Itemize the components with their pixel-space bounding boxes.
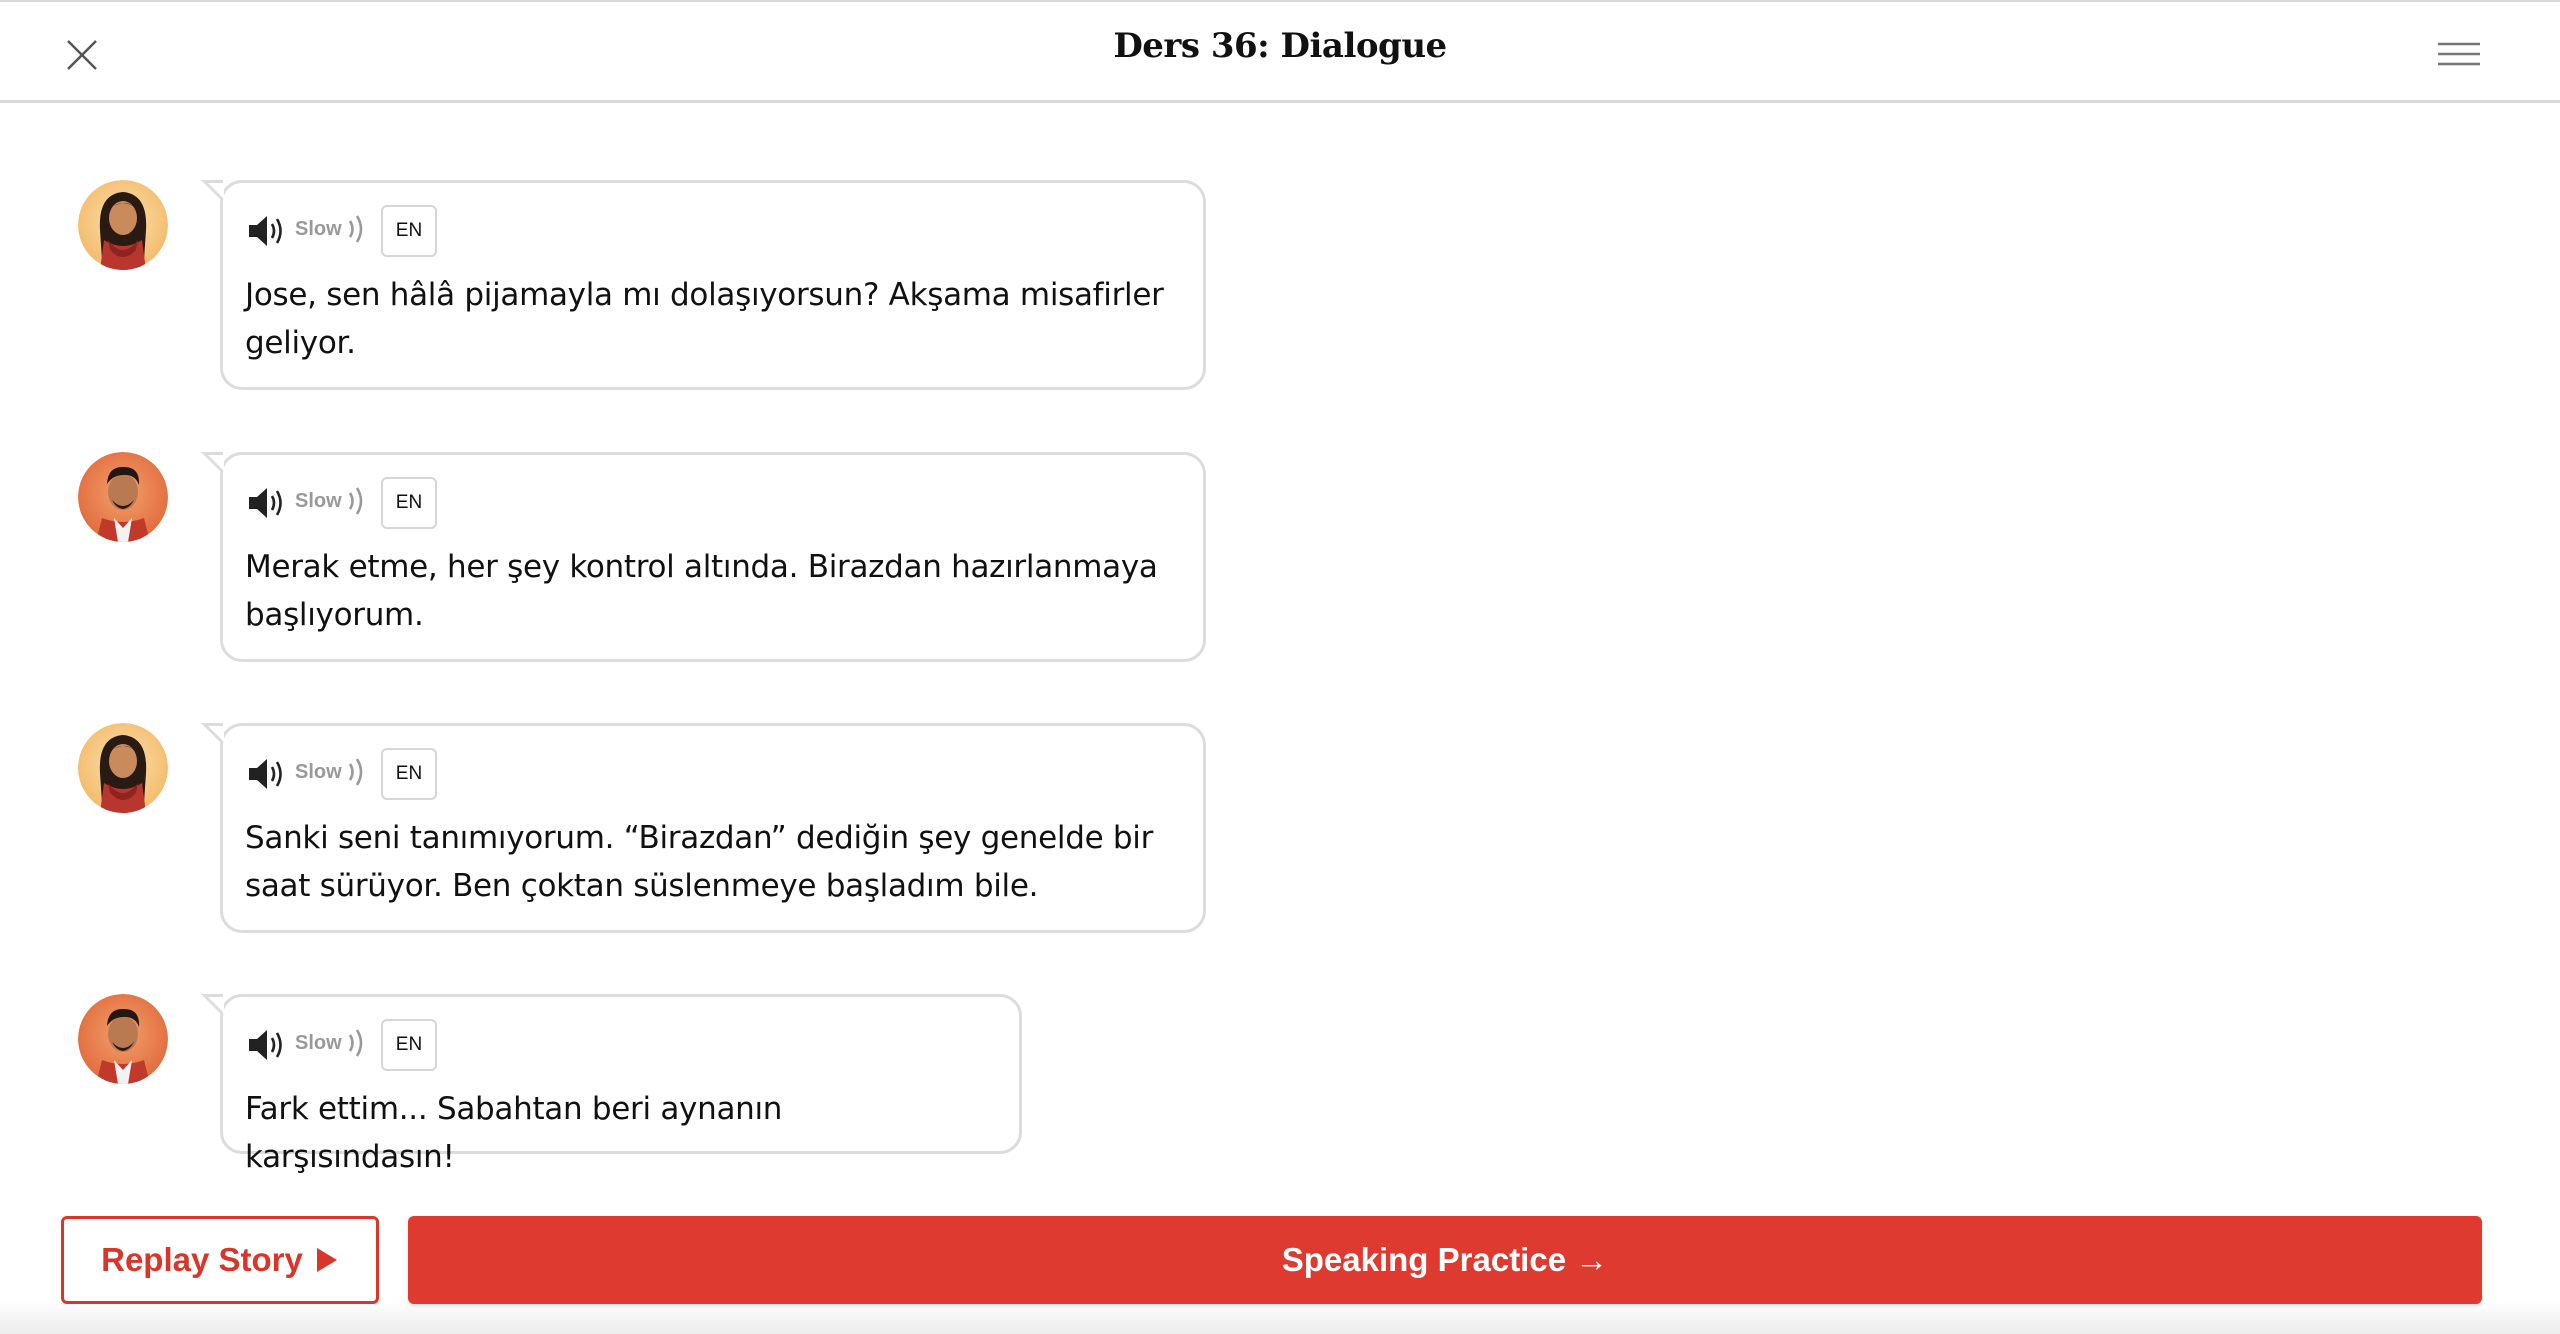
play-audio-button[interactable] [245, 754, 287, 794]
speech-bubble [220, 180, 1206, 390]
translate-en-button[interactable]: EN [381, 205, 437, 257]
slow-audio-button[interactable] [295, 209, 366, 249]
speech-bubble [220, 723, 1206, 933]
dialogue-text: Merak etme, her şey kontrol altında. Birazdan hazırlanmaya başlıyorum. [245, 549, 1158, 633]
translate-en-button[interactable]: EN [381, 748, 437, 800]
slow-waves-icon [346, 1027, 366, 1059]
avatar-woman [78, 723, 168, 813]
hamburger-menu-icon [2436, 38, 2482, 70]
translate-en-button[interactable]: EN [381, 477, 437, 529]
dialogue-text: Sanki seni tanımıyorum. “Birazdan” dediğin şey genelde bir saat sürüyor. Ben çoktan süslenmeye başladım bile. [245, 820, 1154, 904]
slow-waves-icon [346, 756, 366, 788]
speaker-icon [245, 1025, 287, 1065]
speaking-practice-button[interactable] [408, 1216, 2482, 1304]
slow-label: Slow [295, 217, 342, 240]
play-icon [315, 1246, 339, 1274]
translate-en-button[interactable]: EN [381, 1019, 437, 1071]
replay-story-button[interactable] [61, 1216, 379, 1304]
play-audio-button[interactable] [245, 211, 287, 251]
bottom-shadow [0, 1300, 2560, 1334]
speaker-icon [245, 483, 287, 523]
speaker-icon [245, 211, 287, 251]
speech-bubble [220, 452, 1206, 662]
top-bar [0, 0, 2560, 103]
speaker-icon [245, 754, 287, 794]
avatar-woman [78, 180, 168, 270]
dialogue-text: Fark ettim... Sabahtan beri aynanın karşısındasın! [245, 1091, 783, 1175]
menu-button[interactable] [2436, 38, 2482, 70]
speaking-practice-label: Speaking Practice → [1281, 1241, 1609, 1278]
speech-bubble [220, 994, 1022, 1175]
replay-story-label: Replay Story [101, 1241, 303, 1278]
page-title: Ders 36: Dialogue [1113, 26, 1447, 66]
dialogue-text: Jose, sen hâlâ pijamayla mı dolaşıyorsun? Akşama misafirler geliyor. [245, 277, 1164, 361]
slow-audio-button[interactable] [295, 752, 366, 792]
avatar-man [78, 452, 168, 542]
slow-audio-button[interactable] [295, 481, 366, 521]
play-audio-button[interactable] [245, 1025, 287, 1065]
play-audio-button[interactable] [245, 483, 287, 523]
slow-label: Slow [295, 760, 342, 783]
slow-label: Slow [295, 489, 342, 512]
slow-audio-button[interactable] [295, 1023, 366, 1063]
slow-waves-icon [346, 213, 366, 245]
slow-waves-icon [346, 485, 366, 517]
slow-label: Slow [295, 1031, 342, 1054]
avatar-man [78, 994, 168, 1084]
